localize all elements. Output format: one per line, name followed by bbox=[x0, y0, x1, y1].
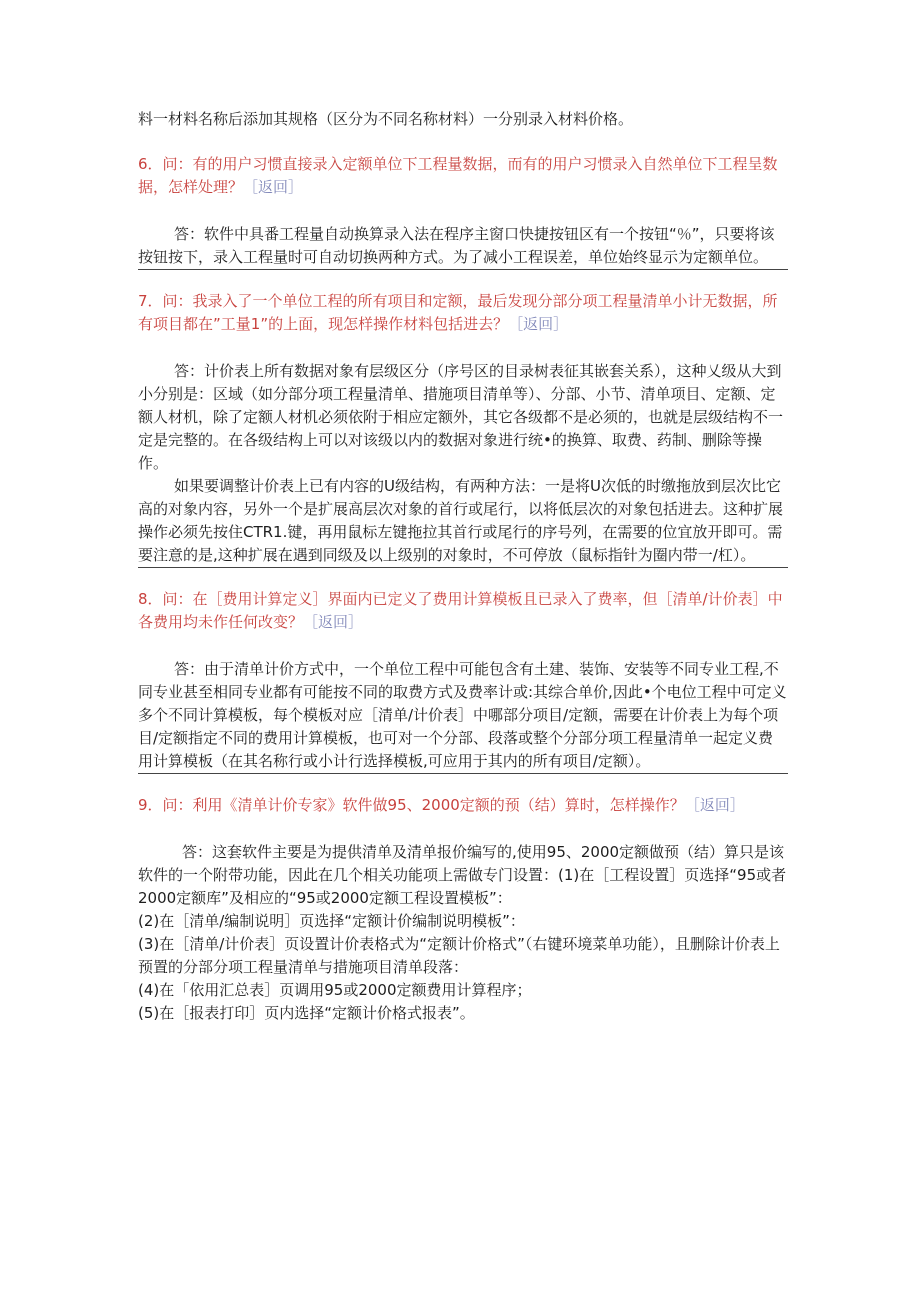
back-link-8[interactable]: ［返回］ bbox=[303, 613, 364, 631]
answer-7-para-2: 如果要调整计价表上已有内容的U级结构，有两种方法：一是将U次低的时缴拖放到层次比它高的对象内容，另外一个是扩展高层次对象的首行或尾行，以将低层次的对象包括进去。这种扩展操作必须先按住CTR1.键，再用鼠标左键拖拉其首行或尾行的序号列，在需要的位宜放开即可。需要注意的是,这种扩展在遇到同级及以上级别的对象时，不可停放（鼠标指针为圈内带一/杠）。 bbox=[138, 477, 784, 564]
question-7-text: 7．问：我录入了一个单位工程的所有项目和定额，最后发现分部分项工程量清单小计无数据，所有项目都在”工量1”的上面，现怎样操作材料包括进去？ bbox=[138, 292, 778, 333]
answer-8 bbox=[138, 658, 788, 774]
answer-7-para-1: 答：计价表上所有数据对象有层级区分（序号区的目录树表征其嵌套关系），这种乂级从大到小分别是：区域（如分部分项工程量清单、措施项目清单等）、分部、小节、清单项目、定额、定额人材机，除了定额人材机必须依附于相应定额外，其它各级都不是必须的，也就是层级结构不一定是完整的。在各级结构上可以对该级以内的数据对象进行统•的换算、取费、药制、删除等操作。 bbox=[138, 362, 784, 472]
answer-9-para-1: 答：这套软件主要是为提供清单及清单报价编写的,使用95、2000定额做预（结）算只是该软件的一个附带功能，因此在几个相关功能项上需做专门设置：(1)在［工程设置］页选择“95或者2000定额库”及相应的“95或2000定额工程设置模板”： bbox=[138, 843, 787, 907]
answer-9-step-4: (4)在「依用汇总表］页调用95或2000定额费用计算程序； bbox=[138, 981, 532, 999]
intro-line: 料一材料名称后添加其规格（区分为不同名称材料）一分别录入材料价格。 bbox=[138, 110, 634, 128]
question-8 bbox=[138, 588, 788, 634]
answer-9 bbox=[138, 841, 788, 1025]
answer-8-para-1: 答：由于清单计价方式中，一个单位工程中可能包含有土建、装饰、安装等不同专业工程,不同专业甚至相同专业都有可能按不同的取费方式及费率计或:其综合单价,因此•个电位工程中可定义多个不同计算模板，每个模板对应［清单/计价表］中哪部分项目/定额，需要在计价表上为每个项目/定额指定不同的费用计算模板，也可对一个分部、段落或整个分部分项工程量清单一起定义费用计算模板（在其名称行或小计行选择模板,可应用于其内的所有项目/定额）。 bbox=[138, 660, 787, 770]
answer-9-step-5: (5)在［报表打印］页内选择“定额计价格式报表”。 bbox=[138, 1004, 475, 1022]
answer-6-para-1: 答：软件中具番工程量自动换算录入法在程序主窗口快捷按钮区有一个按钮“％”，只要将该按钮按下，录入工程量时可自动切换两种方式。为了减小工程误差，单位始终显示为定额单位。 bbox=[138, 225, 775, 266]
answer-9-step-3: (3)在［清单/计价表］页设置计价表格式为“定额计价格式”（右键环境菜单功能），且删除计价表上预置的分部分项工程量清单与措施项目清单段落： bbox=[138, 935, 780, 976]
question-9-text: 9．问：利用《清单计价专家》软件做95、2000定额的预（结）算时，怎样操作？ bbox=[138, 796, 685, 814]
back-link-7[interactable]: ［返回］ bbox=[508, 315, 569, 333]
document-body bbox=[138, 108, 788, 1025]
question-7 bbox=[138, 290, 788, 336]
answer-6 bbox=[138, 223, 788, 270]
question-6 bbox=[138, 153, 788, 199]
question-8-text: 8．问：在［费用计算定义］界面内已定义了费用计算模板且已录入了费率，但［清单/计价表］中各费用均未作任何改变？ bbox=[138, 590, 783, 631]
back-link-9[interactable]: ［返回］ bbox=[684, 796, 745, 814]
back-link-6[interactable]: ［返回］ bbox=[243, 178, 304, 196]
question-9 bbox=[138, 794, 788, 817]
question-6-text: 6．问：有的用户习惯直接录入定额单位下工程量数据，而有的用户习惯录入自然单位下工程呈数据，怎样处理？ bbox=[138, 155, 778, 196]
answer-9-step-2: (2)在［清单/编制说明］页选择“定额计价编制说明模板”： bbox=[138, 912, 525, 930]
answer-7 bbox=[138, 360, 788, 568]
